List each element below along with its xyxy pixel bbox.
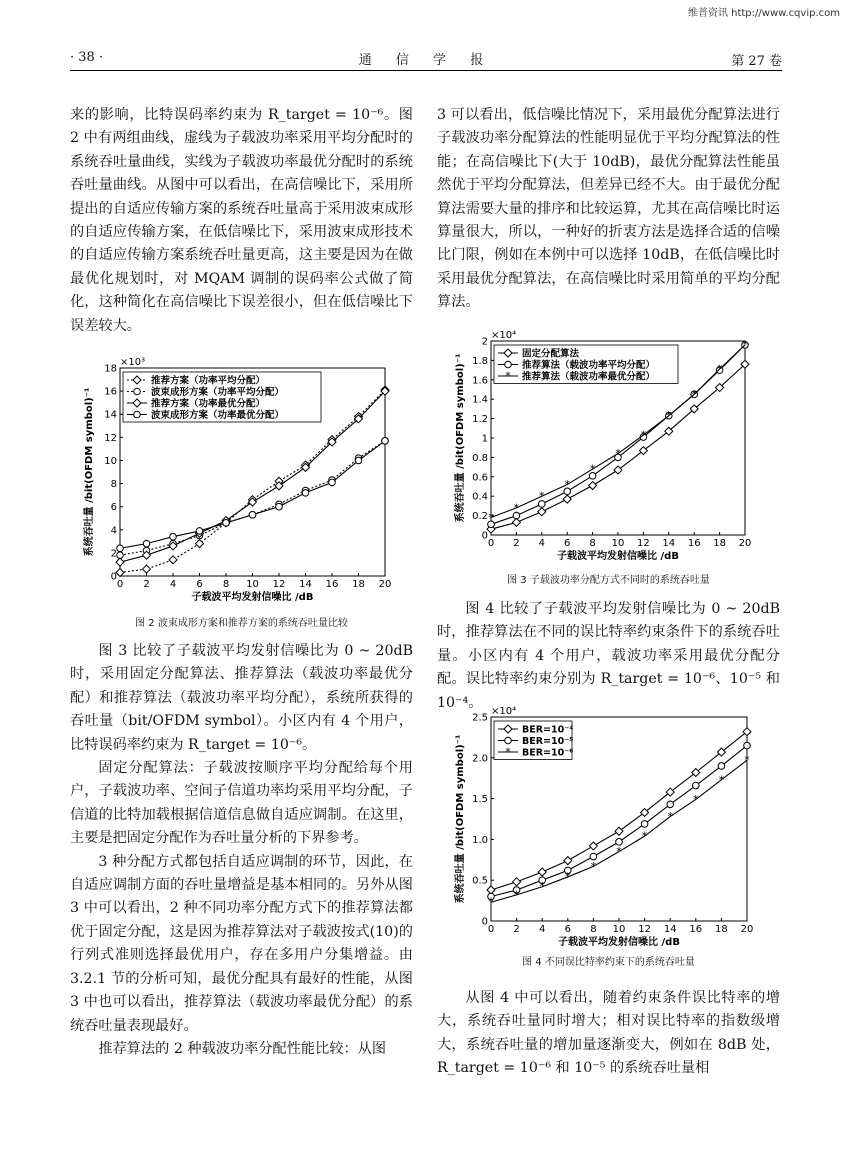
data-point: * [616,845,622,859]
series-4 [117,438,389,552]
x-tick-label: 2 [143,579,150,590]
y-tick-label: 0.6 [472,472,488,484]
y-tick-label: 4 [110,525,117,537]
x-tick-label: 6 [564,538,571,549]
journal-name: 通 信 学 报 [358,53,494,68]
figure-2-caption: 图 2 波束成形方案和推荐方案的系统吞吐量比较 [135,618,348,629]
data-point [276,503,283,510]
legend [494,721,573,760]
data-point [382,438,389,445]
legend-marker: * [505,369,511,383]
data-point [589,842,597,850]
paragraph: 图 4 比较了子载波平均发射信噪比为 0 ~ 20dB 时，推荐算法在不同的误比特率约束条件下的系统吞吐量。小区内有 4 个用户，载波功率采用最优分配分配。误比特率约束分别为 R_target = 10⁻⁶、10⁻⁵ 和 10⁻⁴。 [437,601,780,711]
data-point [355,457,362,464]
data-point [693,782,700,789]
page-header [70,48,782,71]
x-tick-label: 2 [513,924,520,935]
y-tick-label: 10 [104,455,117,467]
data-point [718,763,725,770]
data-point [615,827,623,835]
data-point: * [539,489,545,503]
paragraph: 从图 4 中可以看出，随着约束条件误比特率的增大，系统吞吐量同时增大；相对误比特率的指数级增大，系统吞吐量的增加量逐渐变大，例如在 8dB 处，R_target = 10⁻⁶ 和 10⁻⁵ 的系统吞吐量相 [437,990,780,1077]
figure-3-caption: 图 3 子载波功率分配方式不同时的系统吞吐量 [507,575,710,586]
series-line [120,441,385,548]
data-point: * [640,428,647,442]
data-point: * [488,511,494,525]
figure-4-caption: 图 4 不同误比特率约束下的系统吞吐量 [522,957,695,968]
legend-entry: BER=10⁻⁶ [522,747,574,759]
figure-4-chart [437,705,780,949]
data-point [117,545,124,552]
y-tick-label: 2.5 [472,712,488,724]
data-point: * [565,870,571,884]
data-point: * [667,810,673,824]
legend-entry: 推荐方案（功率最优分配） [151,398,266,410]
x-tick-label: 20 [740,924,754,935]
legend-entry: 波束成形方案（功率平均分配） [151,387,285,398]
x-tick-label: 4 [538,538,545,549]
x-tick-label: 10 [611,538,625,549]
x-tick-label: 14 [299,579,312,590]
x-tick-label: 12 [272,579,286,590]
x-tick-label: 10 [612,924,626,935]
figure-3-chart [437,325,780,565]
y-tick-label: 8 [110,479,117,491]
x-axis-label: 子载波平均发射信噪比 /dB [557,551,679,562]
y-tick-label: 0 [481,530,488,542]
figure-2 [70,352,413,630]
x-tick-label: 0 [487,924,495,935]
data-point: * [641,829,648,843]
series-line [491,746,747,897]
data-point: * [693,792,699,806]
x-axis-label: 子载波平均发射信噪比 /dB [191,592,314,603]
data-point [223,520,230,527]
x-tick-label: 0 [116,579,124,590]
data-point: * [742,338,748,352]
y-tick-label: 12 [104,432,117,444]
legend-marker: * [505,745,511,759]
y-tick-label: 1.8 [472,355,488,367]
legend [494,345,678,384]
y-tick-label: 1 [481,433,488,445]
left-column-bottom [70,640,413,1061]
legend-entry: 波束成形方案（功率最优分配） [151,410,285,421]
data-point: * [590,859,597,873]
data-point [538,868,546,876]
paragraph: 固定分配算法：子载波按顺序平均分配给每个用户，子载波功率、空间子信道功率均采用平均分配，子信道的比特加载根据信道信息做自适应调制。在这里，主要是把固定分配作为吞吐量分析的下界参考。 [70,760,413,847]
data-point [589,482,597,490]
legend-entry: 推荐方案（功率平均分配） [151,375,266,387]
x-tick-label: 18 [352,579,365,590]
x-tick-label: 6 [564,924,571,935]
x-tick-label: 10 [246,579,259,590]
paragraph: 3 可以看出，低信噪比情况下，采用最优分配算法进行子载波功率分配算法的性能明显优于平均分配算法的性能；在高信噪比下(大于 10dB)，最优分配算法性能虽然优于平均分配算法，但差异已经不大。由于最优分配算法需要大量的排序和比较运算，尤其在高信噪比时运算量很大，所以，一种好的折衷方法是选择合适的信噪比门限，例如在本例中可以选择 10dB，在低信噪比时采用最优分配算法，在高信噪比时采用简单的平均分配算法。 [437,107,780,311]
legend-entry: 推荐算法（载波功率最优分配） [522,371,656,383]
x-tick-label: 8 [589,538,596,549]
data-point [143,565,151,573]
y-axis-label: 系统吞吐量 /bit(OFDM symbol)⁻¹ [455,353,466,523]
figure-3 [437,325,780,587]
x-axis-label: 子载波平均发射信噪比 /dB [558,937,680,948]
legend-entry: 推荐算法（载波功率平均分配） [522,360,656,371]
x-tick-label: 4 [539,924,546,935]
x-tick-label: 16 [325,579,339,590]
y-tick-label: 0 [110,571,117,583]
x-tick-label: 8 [590,924,597,935]
x-tick-label: 18 [715,924,728,935]
x-tick-label: 14 [662,538,676,549]
legend [123,372,321,422]
page-number: · 38 · [70,50,104,65]
legend-entry: BER=10⁻⁵ [522,736,574,747]
y-tick-label: 2.0 [472,753,488,765]
y-tick-label: 0.4 [472,491,488,503]
paragraph: 3 种分配方式都包括自适应调制的环节，因此，在自适应调制方面的吞吐量增益是基本相同的。另外从图 3 中可以看出，2 种不同功率分配方式下的推荐算法都优于固定分配，这是因为推荐算法对子载波按式(10)的行列式准则选择最优用户，存在多用户分集增益。由 3.2.1 节的分析可知，最优分配具有最好的性能，从图 3 中也可以看出，推荐算法（载波功率最优分配）的系统吞吐量表现最好。 [70,853,413,1034]
x-tick-label: 14 [663,924,677,935]
data-point [744,742,751,749]
data-point: * [589,462,596,476]
y-tick-label: 0.5 [472,875,488,887]
legend-marker [505,361,512,368]
y-axis-label: 系统吞吐量 /bit(OFDM symbol)⁻¹ [84,387,95,557]
data-point [667,801,674,808]
y-tick-label: 16 [104,386,117,398]
x-tick-label: 2 [513,538,520,549]
data-point [116,558,124,566]
volume-label: 第 27 卷 [731,54,782,69]
data-point [302,490,309,497]
data-point [563,495,571,503]
scale-note: ×10⁴ [491,706,517,717]
y-tick-label: 1.4 [472,394,488,406]
right-column-bottom [437,987,780,1081]
x-tick-label: 12 [638,924,651,935]
legend-entry: BER=10⁻⁴ [522,724,574,736]
x-tick-label: 16 [689,924,703,935]
data-point [169,556,177,564]
data-point: * [691,387,697,401]
legend-marker [134,411,141,418]
figure-4 [437,705,780,969]
data-point [196,528,203,535]
data-point: * [564,478,570,492]
data-point [641,821,648,828]
legend-marker [134,388,141,395]
x-tick-label: 6 [196,579,203,590]
data-point: * [513,888,520,902]
y-tick-label: 14 [104,409,117,421]
right-column-middle [437,598,780,715]
left-column-top [70,104,413,338]
y-axis-label: 系统吞吐量 /bit(OFDM symbol)⁻¹ [455,734,466,904]
data-point [329,479,336,486]
y-tick-label: 0.2 [472,511,488,523]
data-point [249,511,256,518]
data-point [512,518,520,526]
scale-note: ×10⁴ [491,330,517,341]
y-tick-label: 1.2 [472,414,488,426]
right-column-top [437,104,780,315]
data-point [143,540,150,547]
paragraph: 推荐算法的 2 种载波功率分配性能比较：从图 [98,1040,387,1057]
watermark: 维普资讯 http://www.cqvip.com [687,8,840,19]
data-point [170,533,177,540]
x-tick-label: 0 [487,538,495,549]
y-tick-label: 0 [481,916,488,928]
data-point: * [488,895,494,909]
data-point: * [513,501,520,515]
scale-note: ×10³ [120,357,146,368]
data-point [538,508,546,516]
data-point [564,857,572,865]
data-point: * [716,362,723,376]
data-point [513,878,521,886]
paragraph: 图 3 比较了子载波平均发射信噪比为 0 ~ 20dB 时，采用固定分配算法、推荐算法（载波功率最优分配）和推荐算法（载波功率平均分配），系统所获得的吞吐量（bit/OFDM symbol）。小区内有 4 个用户，比特误码率约束为 R_target = 10⁻⁶。 [70,643,413,753]
x-tick-label: 20 [738,538,752,549]
y-tick-label: 0.8 [472,452,488,464]
y-tick-label: 6 [110,502,117,514]
y-tick-label: 1.0 [472,834,488,846]
x-tick-label: 16 [687,538,701,549]
x-tick-label: 4 [169,579,177,590]
data-point: * [539,880,545,894]
x-tick-label: 18 [713,538,726,549]
series-2 [488,742,751,900]
y-tick-label: 2 [110,548,117,560]
x-tick-label: 8 [222,579,230,590]
data-point: * [744,753,750,767]
data-point: * [718,773,725,787]
x-tick-label: 12 [637,538,650,549]
data-point: * [615,447,621,461]
y-tick-label: 1.5 [472,794,488,806]
figure-2-chart [70,352,413,602]
x-tick-label: 20 [378,579,392,590]
y-tick-label: 18 [104,363,117,375]
y-tick-label: 2 [481,336,488,348]
data-point [116,569,124,577]
legend-entry: 固定分配算法 [522,348,580,360]
y-tick-label: 1.6 [472,375,488,387]
legend-marker [505,737,512,744]
data-point: * [666,409,672,423]
paragraph: 来的影响，比特误码率约束为 R_target = 10⁻⁶。图 2 中有两组曲线，虚线为子载波功率采用平均分配时的系统吞吐量曲线，实线为子载波功率最优分配时的系统吞吐量曲线。从图中可以看出，在高信噪比下，采用所提出的自适应传输方案的系统吞吐量高于采用波束成形的自适应传输方案，在低信噪比下，采用波束成形技术的自适应传输方案系统吞吐量更高，这主要是因为在做最优化规划时，对 MQAM 调制的误码率公式做了简化，这种简化在高信噪比下误差很小，但在低信噪比下误差较大。 [70,107,413,334]
